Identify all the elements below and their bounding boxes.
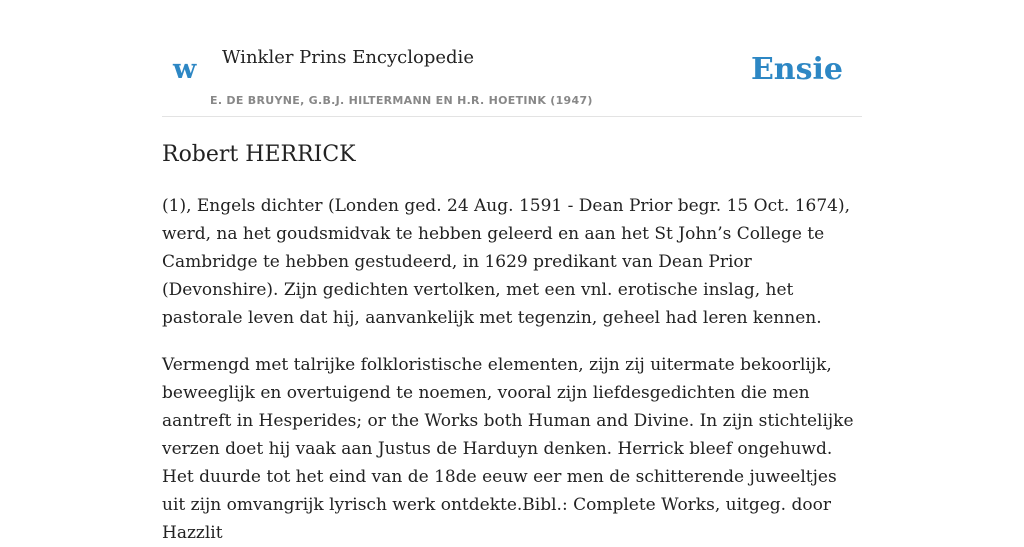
source-authors: E. DE BRUYNE, G.B.J. HILTERMANN EN H.R. HOETINK (1947) [210,94,593,107]
source-logo[interactable]: w [173,54,197,85]
article-paragraph: (1), Engels dichter (Londen ged. 24 Aug. 1591 - Dean Prior begr. 15 Oct. 1674), werd, na het goudsmidvak te hebben geleerd en aan het St John’s College te Cambridge te hebben gestudeerd, in 1629 predikant van Dean Prior (Devonshire). Zijn gedichten vertolken, met een vnl. erotische inslag, het pastorale leven dat hij, aanvankelijk met tegenzin, geheel had leren kennen. [162,196,851,328]
article [162,138,862,547]
source-header [162,0,862,117]
brand-logo[interactable]: Ensie [750,52,843,87]
article-paragraph: Vermengd met talrijke folkloristische elementen, zijn zij uitermate bekoorlijk, beweeglijk en overtuigend te noemen, vooral zijn liefdesgedichten die men aantreft in Hesperides; or the Works both Human and Divine. In zijn stichtelijke verzen doet hij vaak aan Justus de Harduyn denken. Herrick bleef ongehuwd. Het duurde tot het eind van de 18de eeuw eer men de schitterende juweeltjes uit zijn omvangrijk lyrisch werk ontdekte.Bibl.: Complete Works, uitgeg. door Hazzlit [162,355,854,543]
source-title[interactable]: Winkler Prins Encyclopedie [222,47,474,68]
article-title: Robert HERRICK [162,142,356,167]
